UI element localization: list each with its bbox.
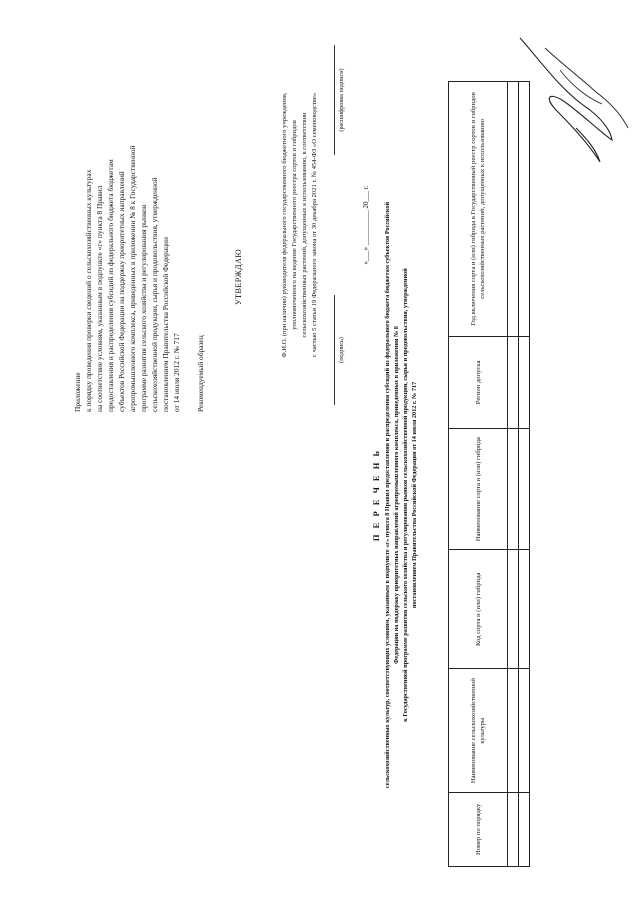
header-cell-inclusion-year: Год включения сорта и (или) гибрида в Государственный реестр сортов и гибридов сельскохозяйственных растений, допущенных к использованию (449, 82, 508, 337)
header-cell-crop-name: Наименование сельскохозяйственной культуры (449, 669, 508, 792)
appendix-line: субъектов Российской Федерации на поддержку приоритетных направлений (117, 171, 126, 412)
appendix-line: Приложение (73, 372, 82, 412)
crops-table (448, 81, 530, 867)
approve-line: Ф.И.О. (при наличии) руководителя федерального государственного бюджетного учреждения, (281, 92, 288, 358)
appendix-line: программе развития сельского хозяйства и регулирования рынков (139, 204, 148, 412)
title-line: Федерации на поддержку приоритетных направлений агропромышленного комплекса, приведенных в приложении № 8 (393, 326, 400, 664)
header-cell-variety-name: Наименование сорта и (или) гибрида (449, 429, 508, 550)
list-title (372, 105, 419, 885)
header-cell-variety-code: Код сорта и (или) гибрида (449, 550, 508, 669)
header-cell-number: Номер по порядку (449, 792, 508, 866)
approve-line: сельскохозяйственных растений, допущенных к использованию, в соответствии (301, 112, 308, 338)
approve-line: уполномоченного на ведение Государственного реестра сортов и гибридов (291, 120, 298, 330)
approve-heading: УТВЕРЖДАЮ (234, 248, 243, 305)
table-row (508, 82, 519, 867)
recommended-sample-label: Рекомендуемый образец (196, 335, 205, 412)
header-cell-region: Регион допуска (449, 336, 508, 428)
appendix-line: от 14 июля 2012 г. № 717 (172, 333, 181, 412)
signature-caption: (подпись) (334, 295, 347, 405)
table-header-row (449, 82, 508, 867)
date-line: «___» __________ 20___ г. (362, 185, 370, 265)
appendix-line: к порядку проведения проверки сведений о сельскохозяйственных культурах (84, 169, 93, 412)
appendix-line: сельскохозяйственной продукции, сырья и продовольствия, утвержденной (150, 177, 159, 412)
approve-block (280, 25, 371, 425)
title-line: к Государственной программе развития сельского хозяйства и регулирования рынков сельскохозяйственной продукции, сырья и продовольствия, утвержденной (402, 268, 409, 722)
appendix-line: постановлением Правительства Российской Федерации (161, 237, 170, 412)
title-line: сельскохозяйственных культур, соответствующих условиям, указанным в подпункте «г» пункта 8 Правил предоставления и распределения субсидий из федерального бюджета бюджетам субъектов Российской (384, 201, 391, 789)
list-heading: П Е Р Е Ч Е Н Ь (371, 448, 381, 542)
signature-row (334, 25, 347, 425)
appendix-block (72, 82, 182, 412)
appendix-line: на соответствие условиям, указанным в подпункте «г» пункта 8 Правил (95, 185, 104, 412)
title-line: постановлением Правительства Российской Федерации от 14 июля 2012 г. № 717 (411, 381, 418, 609)
table-row (519, 82, 530, 867)
appendix-line: предоставления и распределения субсидий из федерального бюджета бюджетам (106, 159, 115, 412)
signature-decode-caption: (расшифровка подписи) (334, 45, 347, 155)
approve-line: с частью 5 статьи 19 Федерального закона от 30 декабря 2021 г. № 454-ФЗ «О семеноводстве» (311, 92, 318, 358)
appendix-line: агропромышленного комплекса, приведенных в приложении № 8 к Государственной (128, 145, 137, 412)
